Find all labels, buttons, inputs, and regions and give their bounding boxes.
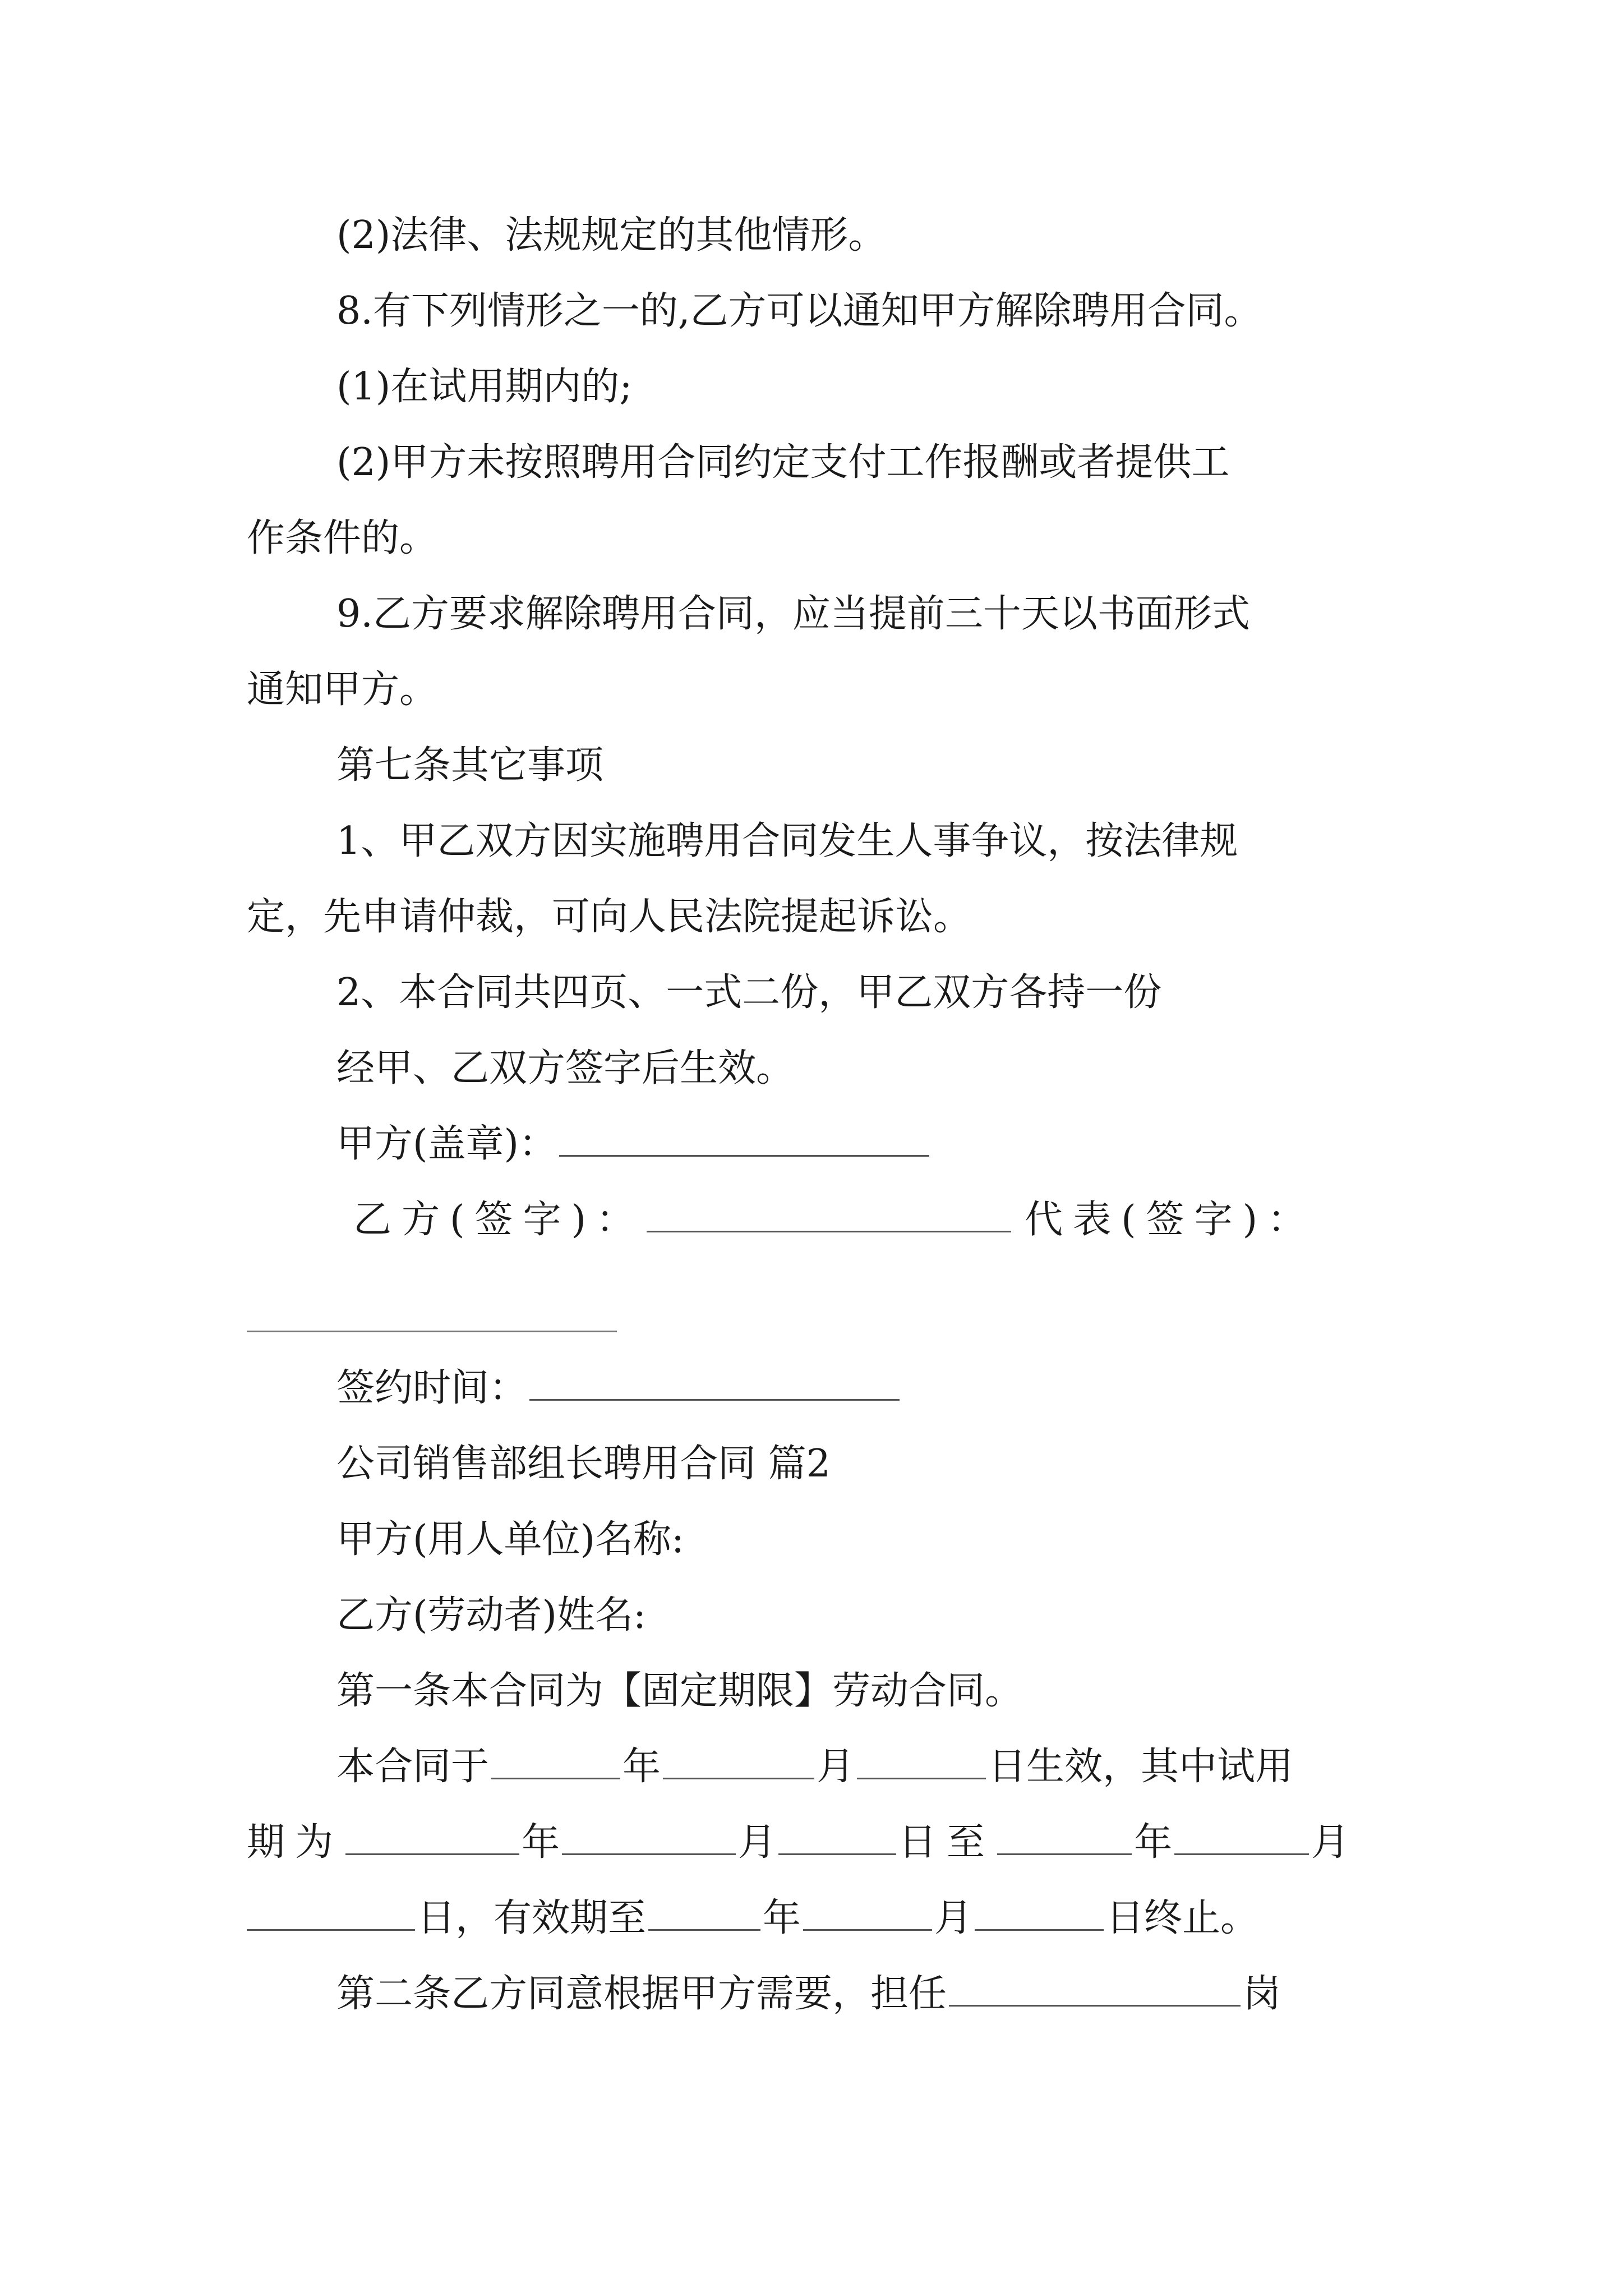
- year-label: 年: [623, 1745, 661, 1789]
- valid-day-blank[interactable]: [975, 1895, 1104, 1931]
- probation-month-blank[interactable]: [562, 1820, 736, 1855]
- probation-end-day-blank[interactable]: [247, 1895, 415, 1931]
- term-text: 本合同于: [336, 1745, 490, 1789]
- party-b-signature-line: [353, 1192, 1316, 1248]
- text-line: (2)法律、法规规定的其他情形。: [336, 213, 887, 257]
- probation-year-blank[interactable]: [345, 1820, 519, 1855]
- year-label: 年: [1134, 1820, 1173, 1865]
- effective-month-blank[interactable]: [663, 1744, 814, 1779]
- article-heading: 第七条其它事项: [336, 743, 604, 788]
- sign-date-label: 签约时间：: [336, 1366, 528, 1410]
- party-b-label: 乙方(签字)：: [353, 1198, 645, 1242]
- section-title: 公司销售部组长聘用合同 篇2: [336, 1442, 831, 1486]
- year-label: 年: [522, 1820, 560, 1865]
- article-1-line: 第一条本合同为【固定期限】劳动合同。: [336, 1669, 1023, 1713]
- term-text: 日至: [898, 1820, 995, 1865]
- text-line: 经甲、乙双方签字后生效。: [336, 1046, 795, 1091]
- text-line: 作条件的。: [247, 516, 438, 560]
- term-text: 日终止。: [1106, 1896, 1259, 1940]
- year-label: 年: [763, 1896, 801, 1940]
- term-line-3: [247, 1890, 1258, 1947]
- effective-year-blank[interactable]: [491, 1744, 620, 1779]
- term-text: 期为: [247, 1820, 344, 1865]
- valid-year-blank[interactable]: [648, 1895, 760, 1931]
- position-blank[interactable]: [949, 1971, 1241, 2007]
- party-b-blank[interactable]: [647, 1197, 1011, 1232]
- party-a-label: 甲方(盖章)：: [336, 1122, 557, 1166]
- text-line: 2、本合同共四页、一式二份，甲乙双方各持一份: [336, 970, 1162, 1015]
- text-line: 1、甲乙双方因实施聘用合同发生人事争议，按法律规: [336, 819, 1238, 863]
- employer-name-line: 甲方(用人单位)名称:: [336, 1517, 684, 1562]
- text-line: 8.有下列情形之一的,乙方可以通知甲方解除聘用合同。: [336, 289, 1262, 333]
- rep-blank[interactable]: [247, 1331, 617, 1332]
- sign-date-blank[interactable]: [529, 1365, 900, 1401]
- article-2-text: 第二条乙方同意根据甲方需要，担任: [336, 1972, 947, 2016]
- text-line: 定，先申请仲裁，可向人民法院提起诉讼。: [247, 895, 972, 939]
- article-2-line: [336, 1966, 1281, 2022]
- text-line: 通知甲方。: [247, 668, 438, 712]
- valid-month-blank[interactable]: [803, 1895, 932, 1931]
- month-label: 月: [934, 1896, 973, 1940]
- term-line-2: [247, 1815, 1349, 1871]
- term-text: 日，有效期至: [417, 1896, 647, 1940]
- text-line: (2)甲方未按照聘用合同约定支付工作报酬或者提供工: [336, 440, 1230, 485]
- party-a-signature-line: [336, 1116, 932, 1172]
- term-text: 日生效，其中试用: [988, 1745, 1294, 1789]
- article-2-text: 岗: [1243, 1972, 1281, 2016]
- probation-day-blank[interactable]: [778, 1820, 896, 1855]
- party-a-blank[interactable]: [559, 1121, 929, 1157]
- month-label: 月: [738, 1820, 777, 1865]
- probation-end-year-blank[interactable]: [997, 1820, 1132, 1855]
- text-line: (1)在试用期内的;: [336, 365, 633, 409]
- employee-name-line: 乙方(劳动者)姓名:: [336, 1593, 646, 1637]
- probation-end-month-blank[interactable]: [1174, 1820, 1309, 1855]
- text-line: 9.乙方要求解除聘用合同，应当提前三十天以书面形式: [336, 592, 1250, 636]
- term-line-1: [336, 1739, 1293, 1795]
- month-label: 月: [1311, 1820, 1350, 1865]
- month-label: 月: [817, 1745, 855, 1789]
- effective-day-blank[interactable]: [857, 1744, 986, 1779]
- rep-label: 代表(签字)：: [1025, 1198, 1316, 1242]
- sign-date-line: [336, 1360, 902, 1416]
